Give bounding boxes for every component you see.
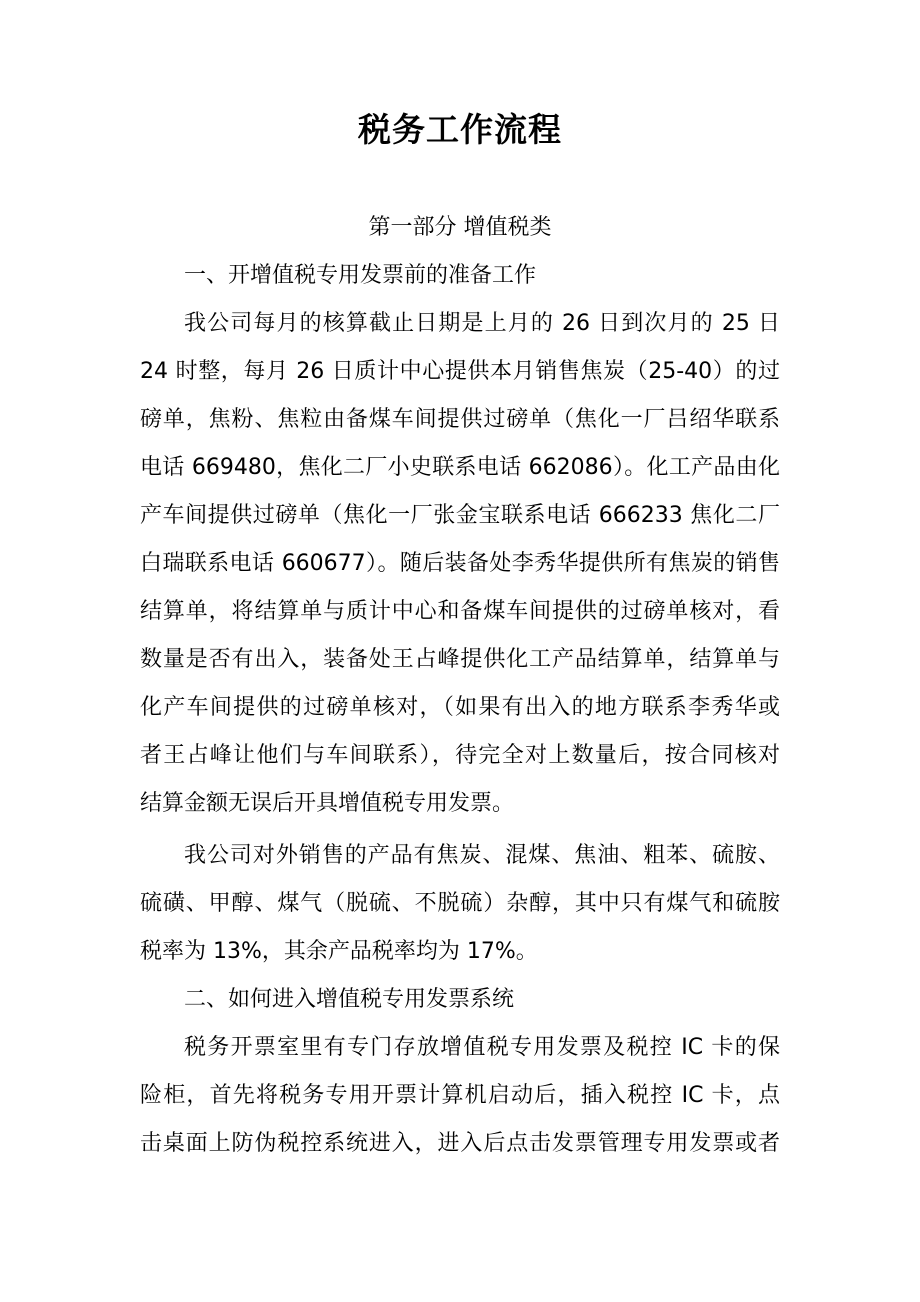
text-line: 我公司每月的核算截止日期是上月的 26 日到次月的 25 日 xyxy=(184,311,780,336)
text-line: 电话 669480，焦化二厂小史联系电话 662086）。化工产品由化 xyxy=(140,455,780,480)
text-line: 一、开增值税专用发票前的准备工作 xyxy=(184,263,537,288)
text-line: 我公司对外销售的产品有焦炭、混煤、焦油、粗苯、硫胺、 xyxy=(184,843,780,868)
text-line: 24 时整，每月 26 日质计中心提供本月销售焦炭（25-40）的过 xyxy=(140,359,780,384)
text-line: 结算单，将结算单与质计中心和备煤车间提供的过磅单核对，看 xyxy=(140,599,780,624)
text-line: 白瑞联系电话 660677）。随后装备处李秀华提供所有焦炭的销售 xyxy=(140,551,780,576)
text-line: 击桌面上防伪税控系统进入，进入后点击发票管理专用发票或者 xyxy=(140,1131,780,1156)
text-line: 结算金额无误后开具增值税专用发票。 xyxy=(140,791,515,816)
document-body xyxy=(140,254,780,1170)
text-line: 磅单，焦粉、焦粒由备煤车间提供过磅单（焦化一厂吕绍华联系 xyxy=(140,407,780,432)
document-title: 税务工作流程 xyxy=(358,110,562,149)
text-line: 税率为 13%，其余产品税率均为 17%。 xyxy=(140,939,538,964)
text-line: 硫磺、甲醇、煤气（脱硫、不脱硫）杂醇，其中只有煤气和硫胺 xyxy=(140,891,780,916)
text-line: 化产车间提供的过磅单核对，（如果有出入的地方联系李秀华或 xyxy=(140,695,780,720)
text-line: 数量是否有出入，装备处王占峰提供化工产品结算单，结算单与 xyxy=(140,647,780,672)
section-heading: 第一部分 增值税类 xyxy=(368,215,552,240)
text-line: 者王占峰让他们与车间联系），待完全对上数量后，按合同核对 xyxy=(140,743,780,768)
text-line: 税务开票室里有专门存放增值税专用发票及税控 IC 卡的保 xyxy=(184,1035,780,1060)
text-line: 产车间提供过磅单（焦化一厂张金宝联系电话 666233 焦化二厂 xyxy=(140,503,780,528)
text-line: 险柜，首先将税务专用开票计算机启动后，插入税控 IC 卡，点 xyxy=(140,1083,780,1108)
text-line: 二、如何进入增值税专用发票系统 xyxy=(184,987,515,1012)
